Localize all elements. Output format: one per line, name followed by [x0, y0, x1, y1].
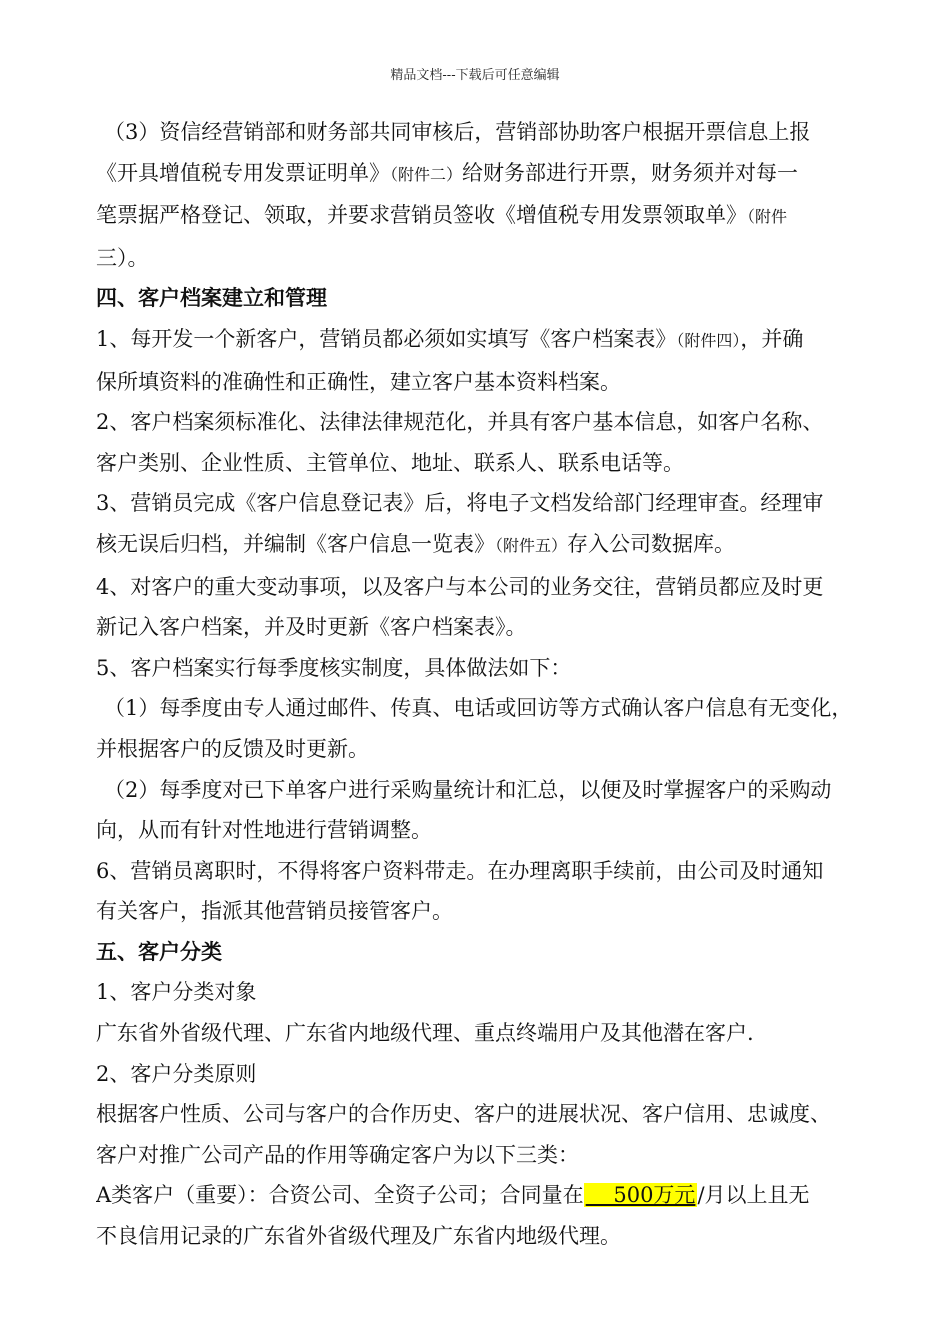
highlighted-amount: 500万元 [585, 1183, 696, 1208]
paragraph-line: 根据客户性质、公司与客户的合作历史、客户的进展状况、客户信用、忠诚度、 [96, 1102, 831, 1127]
paragraph-line: 2、客户档案须标准化、法律法律规范化，并具有客户基本信息，如客户名称、 [96, 410, 824, 435]
paragraph-line: 不良信用记录的广东省外省级代理及广东省内地级代理。 [96, 1224, 621, 1249]
paragraph-line: 新记入客户档案，并及时更新《客户档案表》。 [96, 615, 527, 640]
paragraph-line: 有关客户，指派其他营销员接管客户。 [96, 899, 453, 924]
section-heading: 四、客户档案建立和管理 [96, 286, 327, 311]
attachment-note: （附件五） [495, 535, 568, 555]
paragraph-line: 客户类别、企业性质、主管单位、地址、联系人、联系电话等。 [96, 450, 684, 475]
paragraph-line: 并根据客户的反馈及时更新。 [96, 736, 369, 761]
document-body [96, 112, 892, 1257]
attachment-note: （附件 [747, 207, 788, 227]
attachment-note: （附件四） [676, 330, 741, 350]
paragraph-line: 5、客户档案实行每季度核实制度，具体做法如下： [96, 655, 572, 680]
paragraph-line: 6、营销员离职时，不得将客户资料带走。在办理离职手续前，由公司及时通知 [96, 858, 824, 883]
paragraph-line: （1）每季度由专人通过邮件、传真、电话或回访等方式确认客户信息有无变化， [104, 696, 853, 721]
attachment-note: （附件二） [390, 164, 463, 184]
paragraph-line: 3、营销员完成《客户信息登记表》后，将电子文档发给部门经理审查。经理审 [96, 491, 824, 516]
page-header: 精品文档---下载后可任意编辑 [390, 68, 560, 83]
paragraph-line: 2、客户分类原则 [96, 1061, 257, 1086]
paragraph-line: 4、对客户的重大变动事项，以及客户与本公司的业务交往，营销员都应及时更 [96, 574, 824, 599]
paragraph-line: 核无误后归档，并编制《客户信息一览表》（附件五）存入公司数据库。 [96, 531, 736, 556]
paragraph-line: 客户对推广公司产品的作用等确定客户为以下三类： [96, 1142, 579, 1167]
paragraph-line: 保所填资料的准确性和正确性，建立客户基本资料档案。 [96, 369, 621, 394]
paragraph-line: 1、客户分类对象 [96, 980, 257, 1005]
paragraph-line: （3）资信经营销部和财务部共同审核后，营销部协助客户根据开票信息上报 [104, 120, 811, 144]
paragraph-line: A类客户（重要）：合资公司、全资子公司；合同量在 500万元/月以上且无 [96, 1183, 810, 1208]
paragraph-line: 广东省外省级代理、广东省内地级代理、重点终端用户及其他潜在客户. [96, 1021, 754, 1046]
paragraph-line: 向，从而有针对性地进行营销调整。 [96, 818, 432, 843]
paragraph-line: 笔票据严格登记、领取，并要求营销员签收《增值税专用发票领取单》（附件 [96, 203, 788, 228]
section-heading: 五、客户分类 [96, 939, 222, 964]
paragraph-line: （2）每季度对已下单客户进行采购量统计和汇总，以便及时掌握客户的采购动 [104, 777, 832, 802]
paragraph-line: 1、每开发一个新客户，营销员都必须如实填写《客户档案表》（附件四），并确 [96, 326, 804, 351]
paragraph-line: 《开具增值税专用发票证明单》（附件二）给财务部进行开票，财务须并对每一 [96, 160, 799, 185]
paragraph-line: 三）。 [96, 245, 149, 270]
